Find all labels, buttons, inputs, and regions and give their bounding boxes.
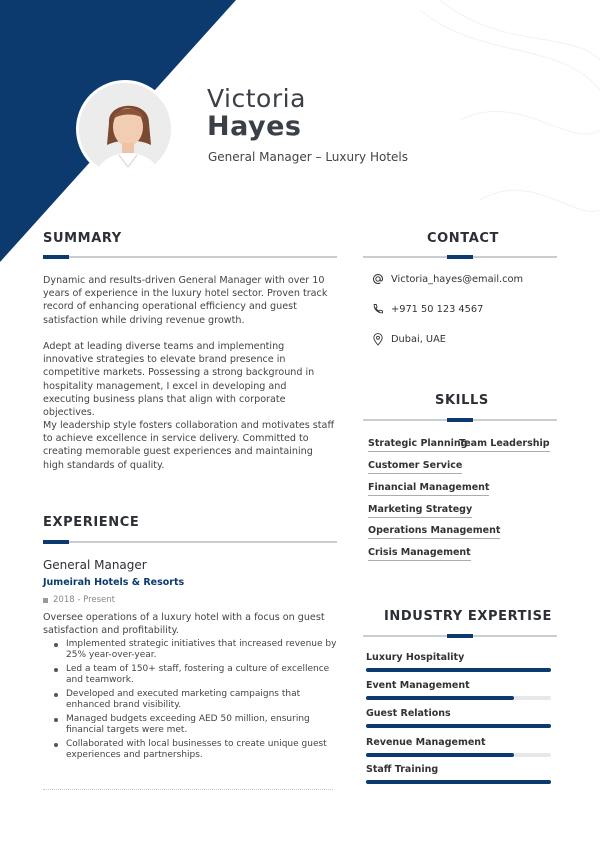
at-icon xyxy=(372,273,384,285)
expertise-label: Guest Relations xyxy=(366,708,451,719)
skill-tag: Strategic Planning xyxy=(368,438,467,452)
summary-paragraph-1: Dynamic and results-driven General Manager with over 10 years of experience in the luxury hotel sector. Proven track record of enhancing operational efficiency and guest satisfaction while driving revenue growth. xyxy=(43,275,328,326)
experience-bullet: Collaborated with local businesses to create unique guest experiences and partnerships. xyxy=(52,739,337,761)
expertise-bar-track xyxy=(366,696,551,700)
date-marker-icon xyxy=(43,598,48,603)
first-name: Victoria xyxy=(207,84,306,113)
expertise-bar-track xyxy=(366,753,551,757)
experience-divider xyxy=(43,789,333,790)
expertise-label: Revenue Management xyxy=(366,737,486,748)
contact-location-text: Dubai, UAE xyxy=(391,334,446,345)
expertise-bar-track xyxy=(366,668,551,672)
experience-dates xyxy=(43,595,115,605)
experience-description: Oversee operations of a luxury hotel with a focus on guest satisfaction and profitability. xyxy=(43,612,325,636)
skill-tag: Customer Service xyxy=(368,460,462,474)
expertise-bar-fill xyxy=(366,753,514,757)
experience-bullet: Led a team of 150+ staff, fostering a culture of excellence and teamwork. xyxy=(52,664,337,686)
experience-rule xyxy=(43,541,337,543)
experience-bullet: Developed and executed marketing campaigns that enhanced brand visibility. xyxy=(52,689,337,711)
experience-heading: EXPERIENCE xyxy=(43,515,140,530)
summary-rule xyxy=(43,256,337,258)
skills-heading: SKILLS xyxy=(435,393,489,408)
skill-tag: Team Leadership xyxy=(459,438,550,452)
contact-rule-accent xyxy=(447,255,473,259)
expertise-rule-accent xyxy=(447,634,473,638)
experience-bullets xyxy=(52,639,337,764)
job-title: General Manager – Luxury Hotels xyxy=(208,150,409,164)
experience-role: General Manager xyxy=(43,558,147,572)
experience-rule-accent xyxy=(43,540,69,544)
contact-phone[interactable] xyxy=(372,303,483,315)
skill-tag: Operations Management xyxy=(368,525,500,539)
profile-photo xyxy=(76,80,174,178)
skill-tag: Marketing Strategy xyxy=(368,504,472,518)
skills-rule-accent xyxy=(447,418,473,422)
expertise-label: Staff Training xyxy=(366,764,439,775)
contact-email-text: Victoria_hayes@email.com xyxy=(391,273,524,285)
experience-dates-text: 2018 - Present xyxy=(53,595,115,605)
summary-rule-accent xyxy=(43,255,69,259)
expertise-bar-track xyxy=(366,724,551,728)
summary-paragraph-3: My leadership style fosters collaboration and motivates staff to achieve excellence in service delivery. Committed to creating memorable guest experiences and maintaining high standards of quality. xyxy=(43,420,335,471)
expertise-heading: INDUSTRY EXPERTISE xyxy=(384,609,553,624)
last-name: Hayes xyxy=(207,111,302,142)
expertise-label: Event Management xyxy=(366,680,470,691)
experience-bullet: Managed budgets exceeding AED 50 million, ensuring financial targets were met. xyxy=(52,714,337,736)
experience-bullet: Implemented strategic initiatives that increased revenue by 25% year-over-year. xyxy=(52,639,337,661)
contact-email[interactable] xyxy=(372,273,523,285)
summary-heading: SUMMARY xyxy=(43,231,122,246)
expertise-bar-track xyxy=(366,780,551,784)
contact-heading: CONTACT xyxy=(427,231,499,246)
expertise-label: Luxury Hospitality xyxy=(366,652,465,663)
summary-paragraph-2: Adept at leading diverse teams and implementing innovative strategies to elevate brand presence in competitive markets. Possessing a strong background in hospitality management, I excel in developing and executing business plans that align with corporate objectives. xyxy=(43,341,315,419)
expertise-bar-fill xyxy=(366,724,551,728)
experience-company: Jumeirah Hotels & Resorts xyxy=(43,577,185,588)
contact-location xyxy=(372,333,446,346)
expertise-bar-fill xyxy=(366,668,551,672)
location-pin-icon xyxy=(372,333,384,346)
expertise-bar-fill xyxy=(366,696,514,700)
skill-tag: Crisis Management xyxy=(368,547,471,561)
phone-icon xyxy=(372,303,384,315)
expertise-bar-fill xyxy=(366,780,551,784)
contact-phone-text: +971 50 123 4567 xyxy=(391,303,484,315)
skill-tag: Financial Management xyxy=(368,482,489,496)
